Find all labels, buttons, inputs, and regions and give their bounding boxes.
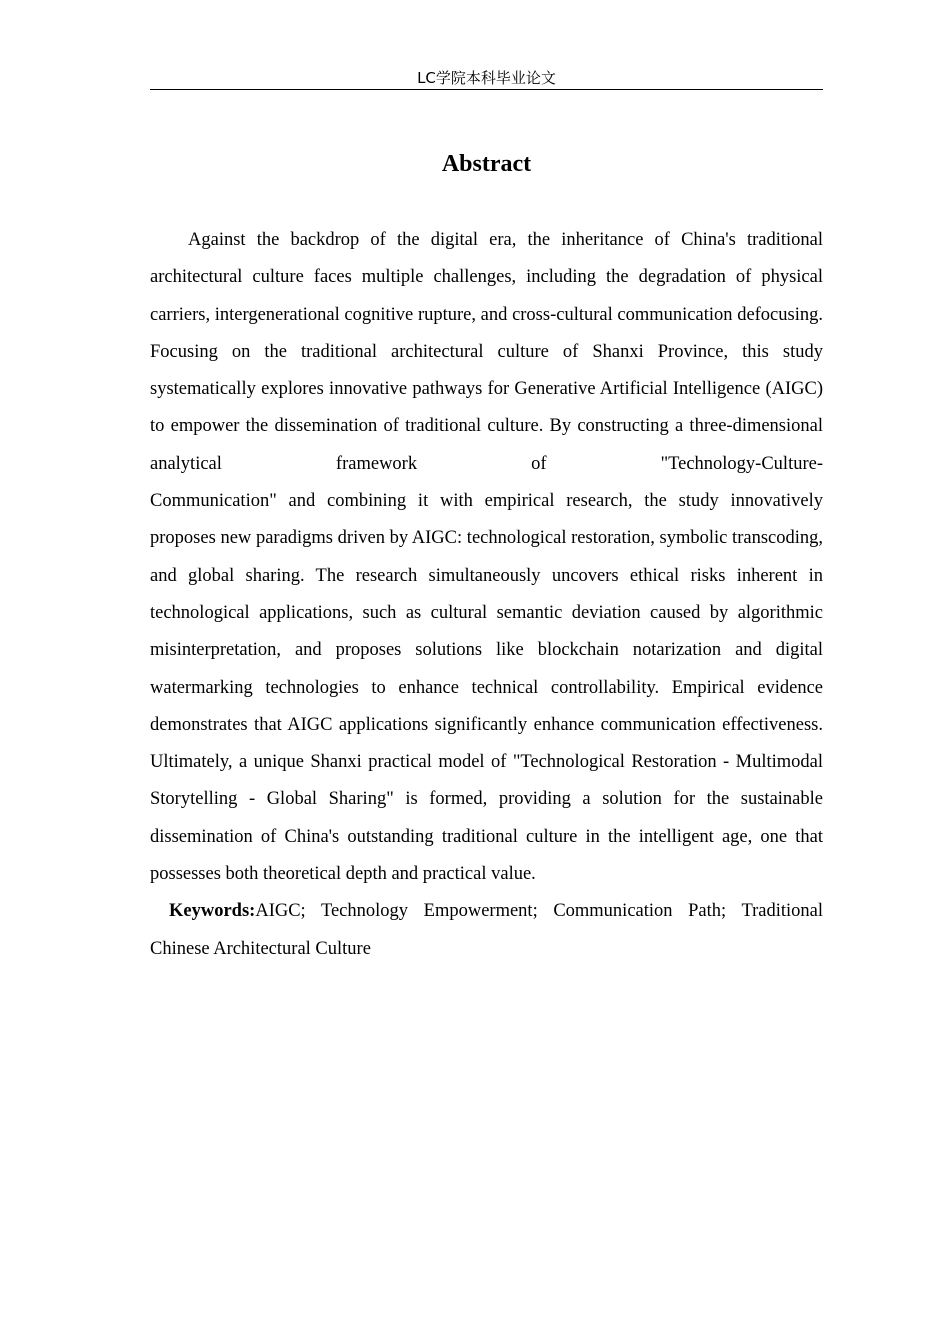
keywords-label: Keywords: <box>169 901 256 922</box>
keywords-text: AIGC; Technology Empowerment; Communication Path; Traditional Chinese Architectural Culture <box>150 901 823 959</box>
abstract-title: Abstract <box>441 151 532 177</box>
abstract-paragraph-1: Against the backdrop of the digital era, the inheritance of China's traditional architectural culture faces multiple challenges, including the degradation of physical carriers, intergenerational cognitive rupture, and cross-cultural communication defocusing. Focusing on the traditional architectural culture of Shanxi Province, this study systematically explores innovative pathways for Generative Artificial Intelligence (AIGC) to empower the dissemination of traditional culture. By constructing a three-dimensional analytical framework of "Technology-Culture- <box>150 230 823 474</box>
abstract-paragraph-2: Communication" and combining it with empirical research, the study innovatively proposes new paradigms driven by AIGC: technological restoration, symbolic transcoding, and global sharing. The research simultaneously uncovers ethical risks inherent in technological applications, such as cultural semantic deviation caused by algorithmic misinterpretation, and proposes solutions like blockchain notarization and digital watermarking technologies to enhance technical controllability. Empirical evidence demonstrates that AIGC applications significantly enhance communication effectiveness. Ultimately, a unique Shanxi practical model of "Technological Restoration - Multimodal Storytelling - Global Sharing" is formed, providing a solution for the sustainable dissemination of China's outstanding traditional culture in the intelligent age, one that possesses both theoretical depth and practical value. <box>150 491 823 885</box>
keywords-line <box>150 893 823 968</box>
abstract-body <box>150 222 823 968</box>
page-header: LC学院本科毕业论文 <box>150 68 823 90</box>
